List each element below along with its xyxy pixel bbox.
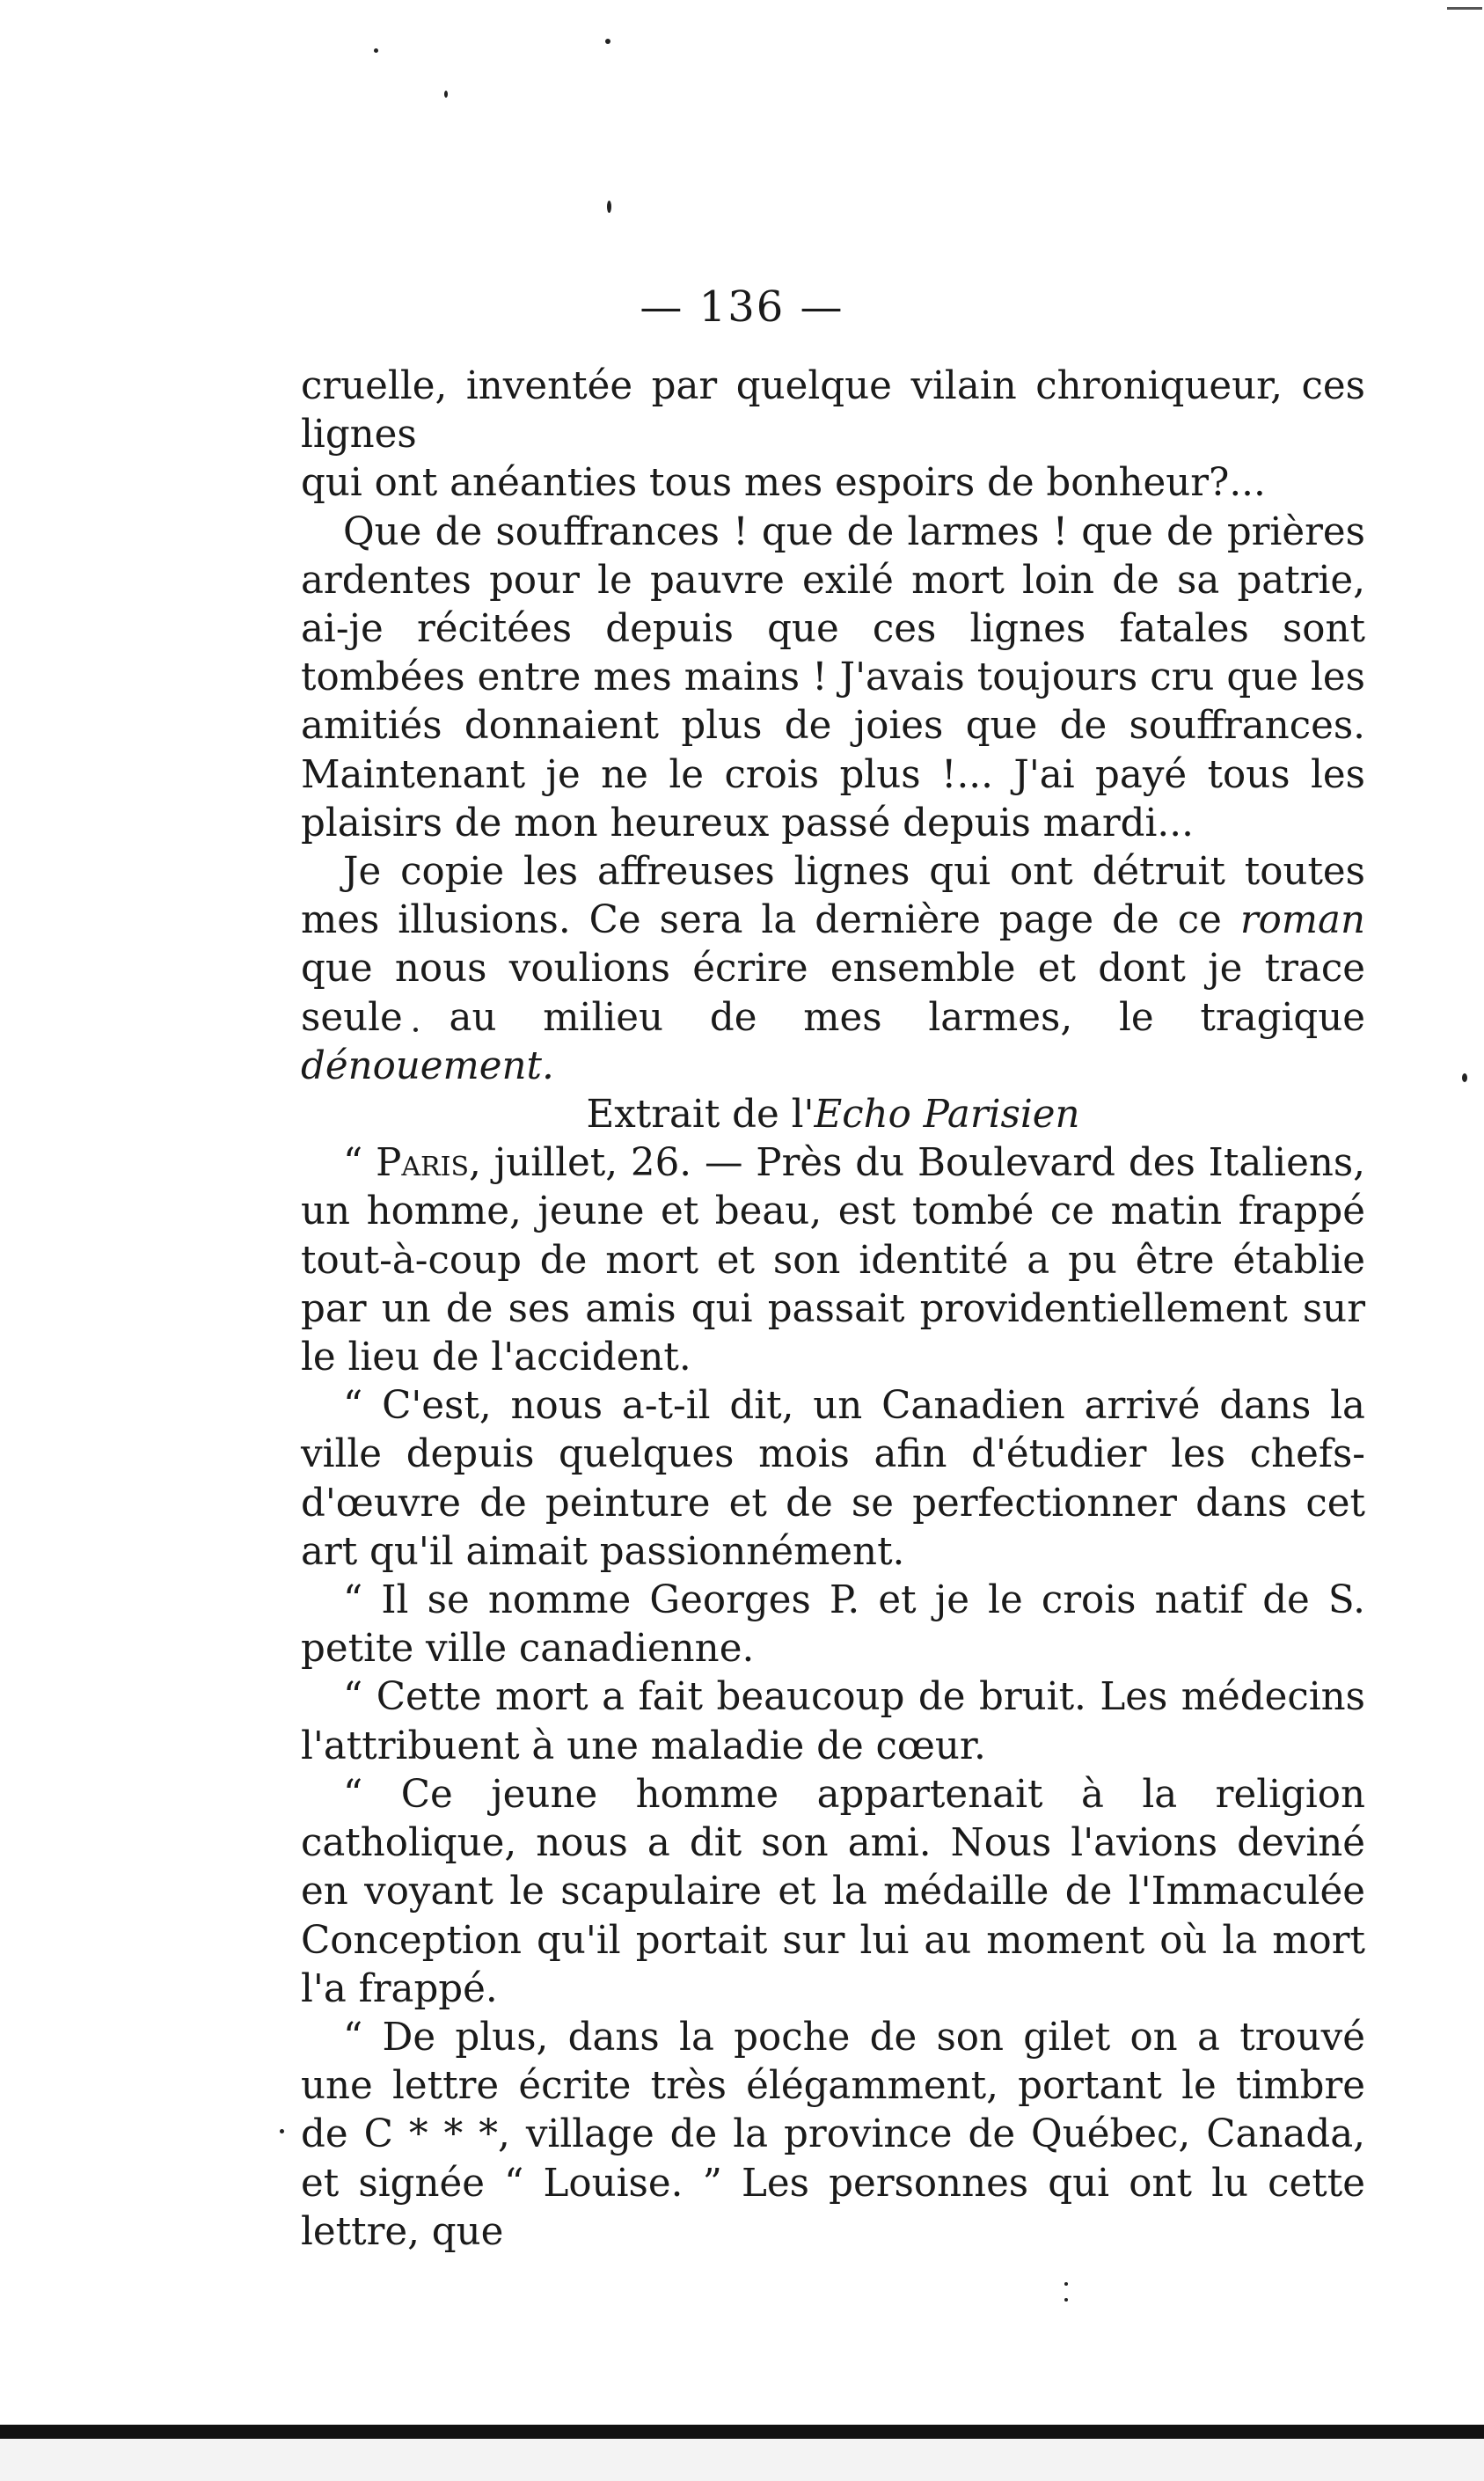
dateline-city: Paris	[376, 1141, 470, 1186]
text-run: que nous voulions écrire ensemble et dont je trace seule au milieu de mes larmes, le tragique	[301, 947, 1365, 1040]
paragraph-death-noise: “ Cette mort a fait beaucoup de bruit. Les médecins l'attribuent à une maladie de cœur.	[301, 1675, 1365, 1768]
scan-speck	[374, 48, 378, 53]
text-run: Je copie les affreuses lignes qui ont détruit toutes mes illusions. Ce sera la dernière page de ce	[301, 850, 1365, 943]
scan-speck	[607, 201, 611, 213]
page-number: — 136 —	[640, 282, 844, 332]
paragraph-continuation	[301, 362, 1365, 509]
page-text	[301, 362, 1365, 2257]
scan-bottom-border	[0, 2425, 1484, 2439]
paragraph-prayers: Que de souffrances ! que de larmes ! que de prières ardentes pour le pauvre exilé mort loin de sa patrie, ai-je récitées depuis que ces lignes fatales sont tombées entre mes mains ! J'avais toujours cru que les amitiés donnaient plus de joies que de souffrances. Maintenant je ne le crois plus !... J'ai payé tous les plaisirs de mon heureux passé depuis mardi...	[301, 509, 1365, 845]
text-line: cruelle, inventée par quelque vilain chroniqueur, ces lignes	[301, 364, 1365, 457]
scan-edge-mark	[1447, 7, 1482, 10]
scan-speck	[280, 2129, 284, 2133]
paragraph-canadian: “ C'est, nous a-t-il dit, un Canadien arrivé dans la ville depuis quelques mois afin d'étudier les chefs-d'œuvre de peinture et de se perfectionner dans cet art qu'il aimait passionnément.	[301, 1384, 1365, 1574]
paragraph-copy-lines	[301, 848, 1365, 1091]
extract-source: Echo Parisien	[814, 1093, 1080, 1138]
quote-open: “	[343, 1141, 376, 1186]
scan-speck	[1064, 2282, 1068, 2286]
scan-speck	[605, 39, 610, 44]
scan-speck	[444, 91, 448, 98]
paragraph-religion: “ Ce jeune homme appartenait à la religion catholique, nous a dit son ami. Nous l'avions deviné en voyant le scapulaire et la médaille de l'Immaculée Conception qu'il portait sur lui au moment où la mort l'a frappé.	[301, 1772, 1365, 2011]
scan-speck	[1064, 2298, 1068, 2302]
paragraph-news-report	[301, 1139, 1365, 1382]
text-line: qui ont anéanties tous mes espoirs de bonheur?...	[301, 461, 1266, 506]
paragraph-letter: “ De plus, dans la poche de son gilet on a trouvé une lettre écrite très élégamment, portant le timbre de C * * *, village de la province de Québec, Canada, et signée “ Louise. ” Les personnes qui ont lu cette lettre, que	[301, 2015, 1365, 2254]
extract-prefix: Extrait de l'	[586, 1093, 815, 1138]
italic-word-roman: roman	[1239, 898, 1365, 943]
paragraph-name: “ Il se nomme Georges P. et je le crois natif de S. petite ville canadienne.	[301, 1578, 1365, 1672]
italic-word-denouement: dénouement.	[301, 1043, 554, 1088]
scan-bottom-margin	[0, 2439, 1484, 2481]
extract-heading	[301, 1091, 1365, 1139]
text-run: , juillet, 26. — Près du Boulevard des Italiens, un homme, jeune et beau, est tombé ce matin frappé tout-à-coup de mort et son identité a pu être établie par un de ses amis qui passait providentiellement sur le lieu de l'accident.	[301, 1141, 1365, 1380]
scan-speck	[1462, 1073, 1467, 1082]
